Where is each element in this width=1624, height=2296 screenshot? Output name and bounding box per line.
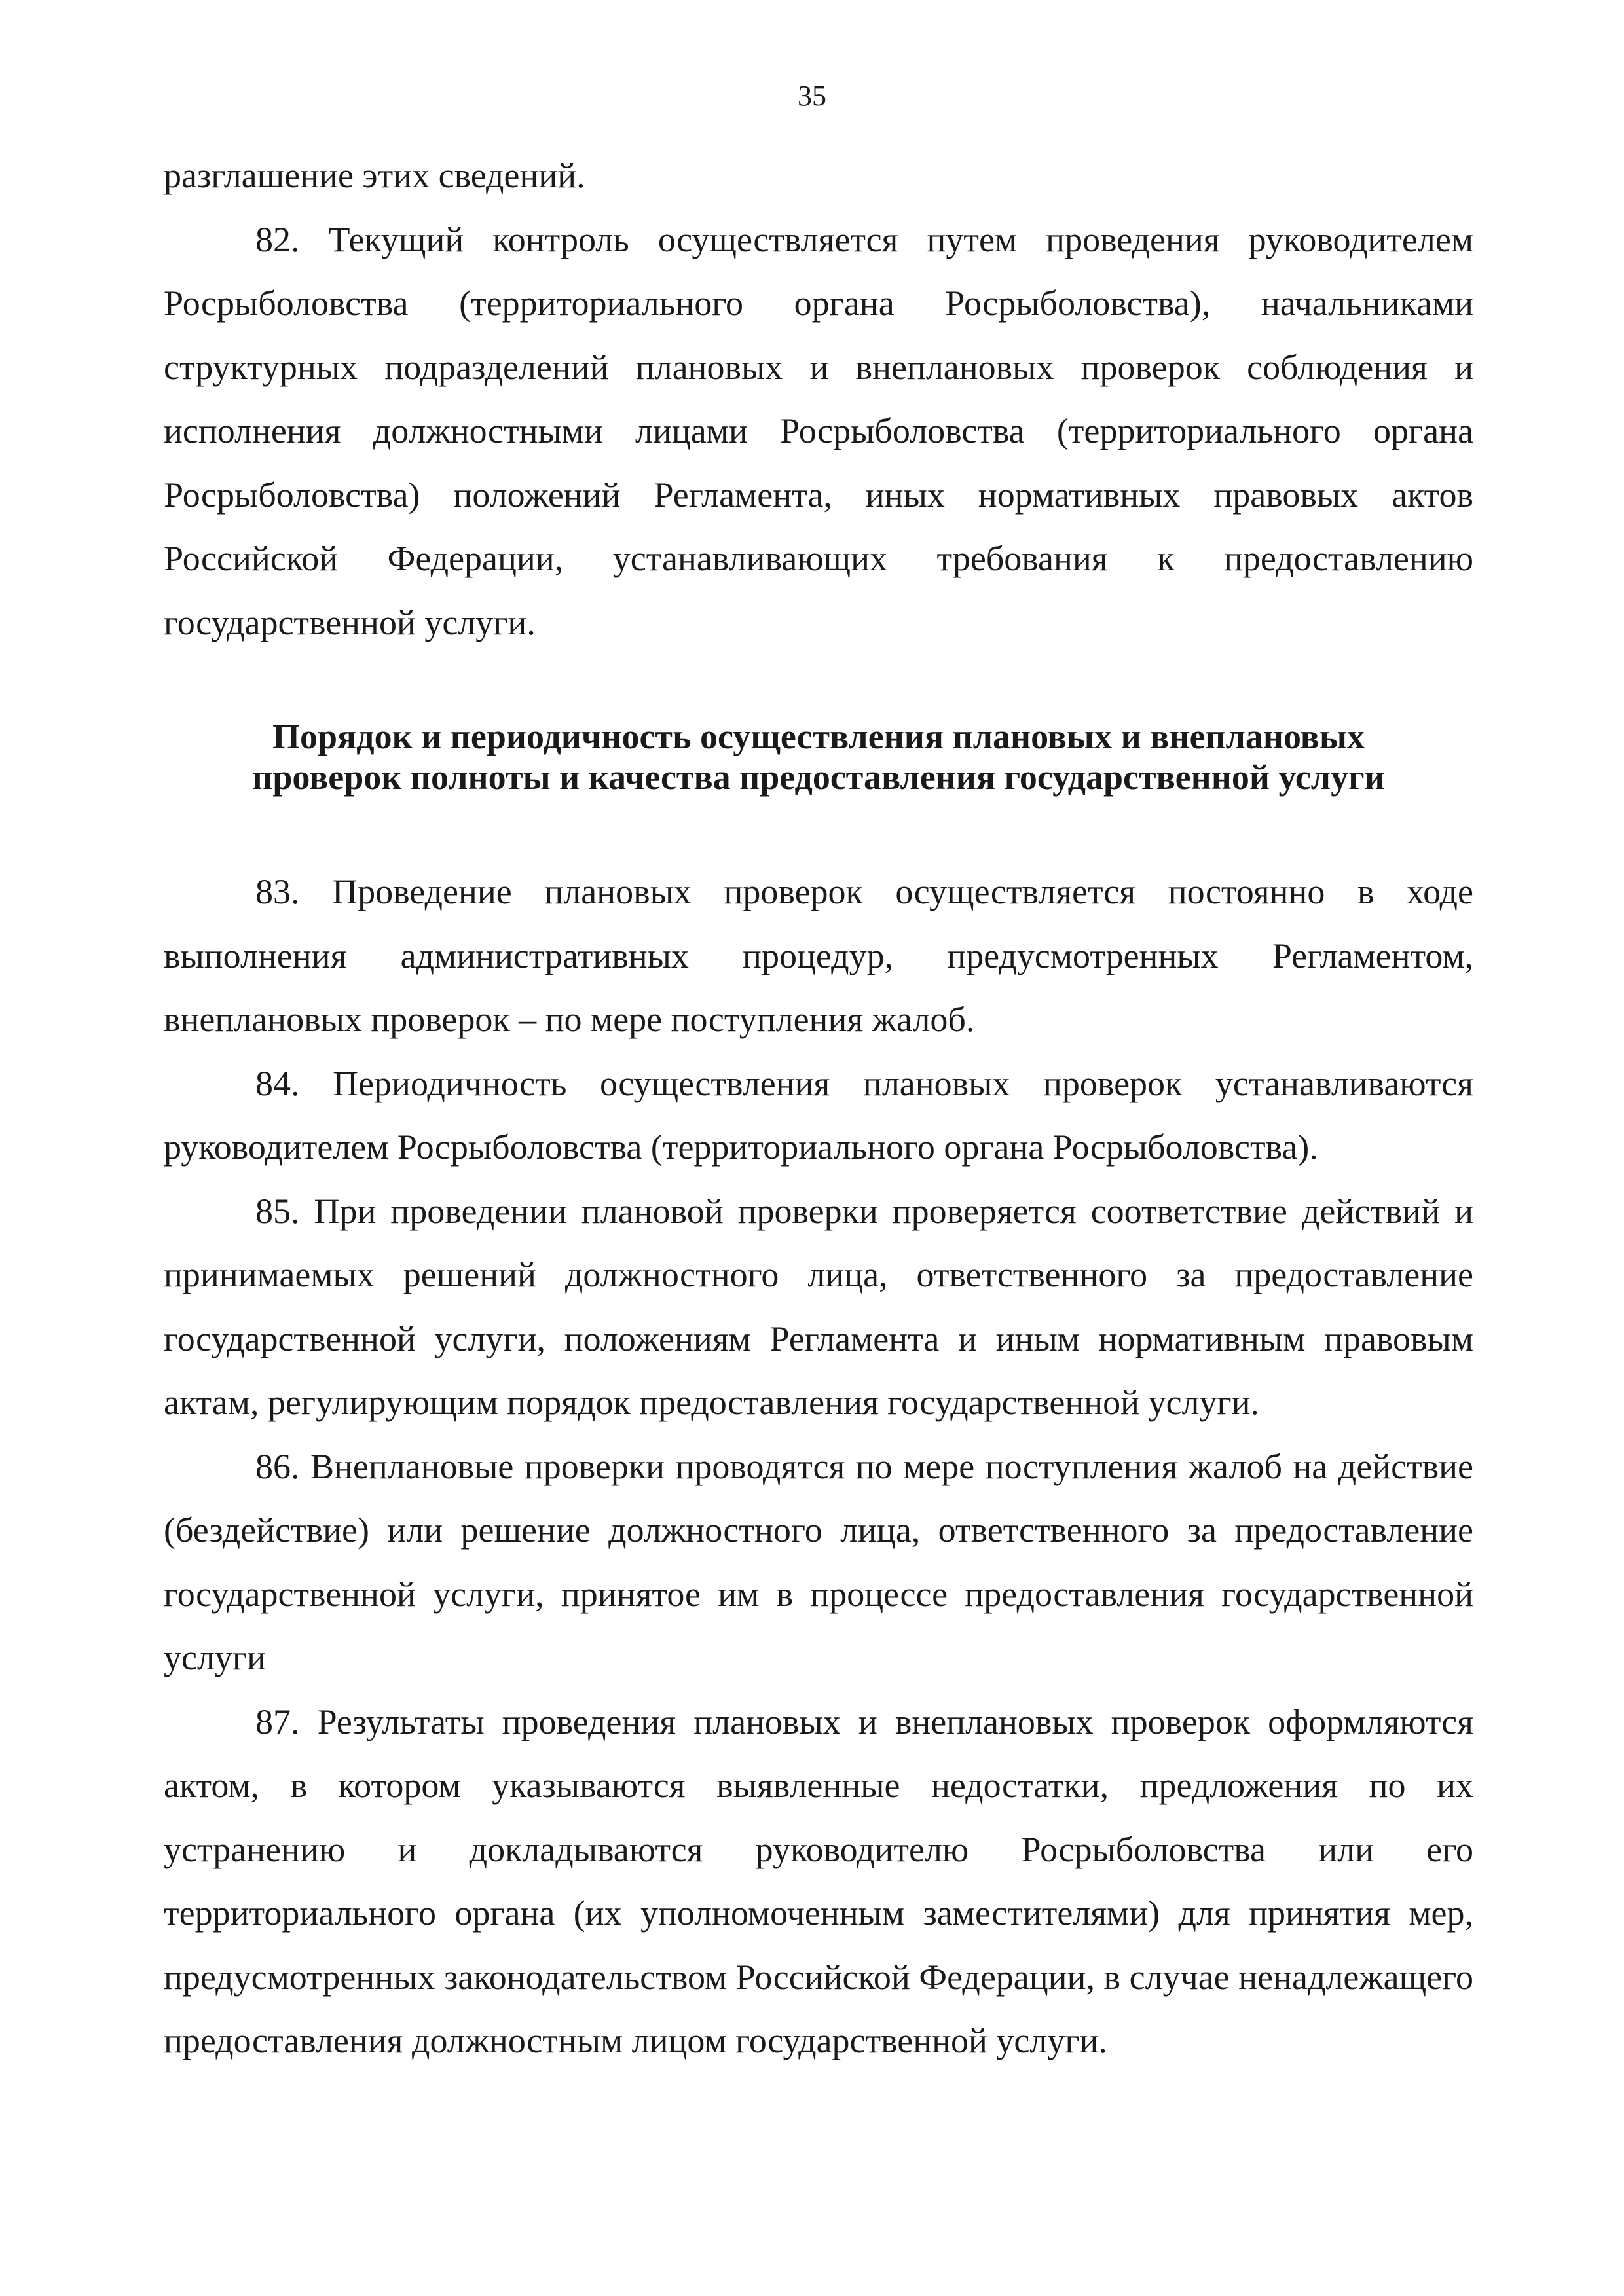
paragraph-86: 86. Внеплановые проверки проводятся по мере поступления жалоб на действие (бездействие) или решение должностного лица, ответственного за предоставление государственной услуги, принятое им в процессе предоставления государственной услуги	[164, 1446, 1473, 1677]
paragraph-85: 85. При проведении плановой проверки проверяется соответствие действий и принимаемых решений должностного лица, ответственного за предоставление государственной услуги, положениям Регламента и иным нормативным правовым актам, регулирующим порядок предоставления государственной услуги.	[164, 1191, 1473, 1422]
section-heading-line-1: Порядок и периодичность осуществления плановых и внеплановых	[272, 717, 1365, 756]
paragraph-continuation: разглашение этих сведений.	[164, 156, 585, 195]
section-heading-line-2: проверок полноты и качества предоставления государственной услуги	[252, 757, 1385, 797]
section-heading	[164, 716, 1473, 797]
paragraph-84: 84. Периодичность осуществления плановых проверок устанавливаются руководителем Росрыболовства (территориального органа Росрыболовства).	[164, 1063, 1473, 1167]
paragraph-83: 83. Проведение плановых проверок осуществляется постоянно в ходе выполнения административных процедур, предусмотренных Регламентом, внеплановых проверок – по мере поступления жалоб.	[164, 872, 1473, 1039]
paragraph-82: 82. Текущий контроль осуществляется путем проведения руководителем Росрыболовства (территориального органа Росрыболовства), начальниками структурных подразделений плановых и внеплановых проверок соблюдения и исполнения должностными лицами Росрыболовства (территориального органа Росрыболовства) положений Регламента, иных нормативных правовых актов Российской Федерации, устанавливающих требования к предоставлению государственной услуги.	[164, 219, 1473, 642]
paragraph-87: 87. Результаты проведения плановых и внеплановых проверок оформляются актом, в котором указываются выявленные недостатки, предложения по их устранению и докладываются руководителю Росрыболовства или его территориального органа (их уполномоченным заместителями) для принятия мер, предусмотренных законодательством Российской Федерации, в случае ненадлежащего предоставления должностным лицом государственной услуги.	[164, 1702, 1473, 2060]
document-body	[164, 144, 1473, 2073]
page-number: 35	[798, 80, 826, 112]
